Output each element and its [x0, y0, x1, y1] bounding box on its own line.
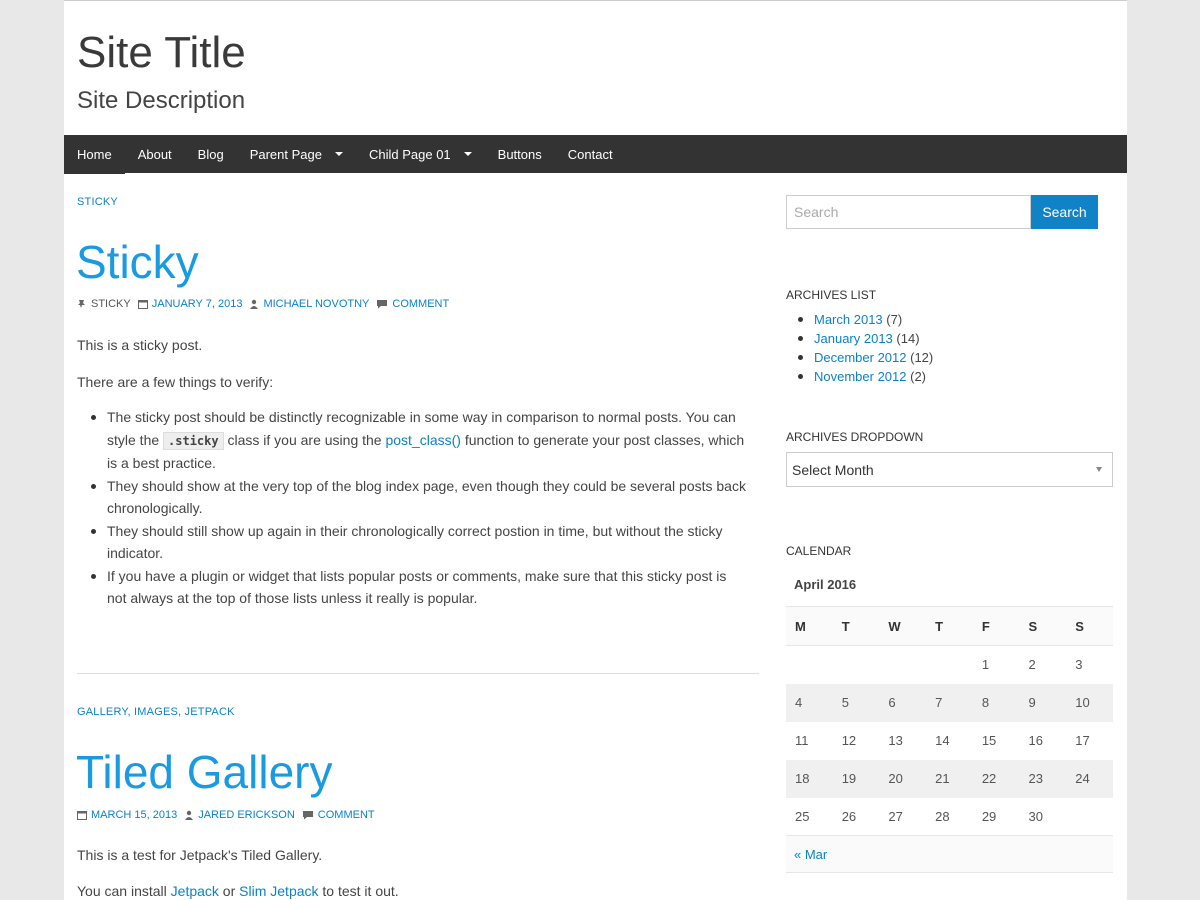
site-title[interactable]: Site Title: [77, 28, 246, 77]
nav-label: About: [137, 146, 172, 162]
post-title[interactable]: Tiled Gallery: [76, 746, 333, 798]
calendar-day: 13: [879, 722, 926, 760]
bullet-text: The sticky post should be distinctly recognizable in some way in comparison to normal posts. You can style the: [107, 409, 736, 448]
nav-item-home[interactable]: [64, 135, 125, 173]
list-item: If you have a plugin or widget that lists popular posts or comments, make sure that this sticky post is not always at the top of those lists unless it really is popular.: [77, 565, 749, 610]
caret-down-icon[interactable]: [335, 152, 343, 156]
author-link[interactable]: MICHAEL NOVOTNY: [263, 298, 370, 310]
nav-item-parent-page[interactable]: [237, 135, 356, 173]
calendar-table: [786, 606, 1113, 836]
post-class-link[interactable]: post_class(): [385, 431, 461, 448]
calendar-day: 15: [973, 722, 1020, 760]
calendar-day: 25: [786, 798, 833, 836]
calendar-day: 26: [833, 798, 880, 836]
calendar-day: 4: [786, 684, 833, 722]
widget-title: ARCHIVES DROPDOWN: [786, 430, 924, 444]
calendar-day: 6: [879, 684, 926, 722]
calendar-day: 14: [926, 722, 973, 760]
calendar-day: 17: [1066, 722, 1113, 760]
nav-item-about[interactable]: [125, 135, 185, 173]
archives-dropdown[interactable]: [786, 452, 1113, 487]
calendar-day: 10: [1066, 684, 1113, 722]
list-item: [77, 406, 749, 475]
post-bullet-list: [77, 406, 749, 610]
post-date[interactable]: [138, 298, 243, 310]
search-button[interactable]: Search: [1031, 195, 1098, 229]
calendar-day: 3: [1066, 646, 1113, 684]
calendar-day: 1: [973, 646, 1020, 684]
post-category-link[interactable]: STICKY: [77, 196, 118, 208]
post-comment[interactable]: [376, 298, 449, 310]
day-header: S: [1020, 607, 1067, 646]
main-navigation: [64, 135, 1127, 173]
calendar-day: 18: [786, 760, 833, 798]
list-item: [786, 367, 933, 386]
format-label: STICKY: [91, 298, 131, 310]
page: [64, 0, 1127, 900]
post-paragraph: There are a few things to verify:: [77, 374, 274, 390]
calendar-caption: April 2016: [794, 577, 857, 592]
calendar-day: 7: [926, 684, 973, 722]
search-input[interactable]: [786, 195, 1031, 229]
post-meta: [77, 298, 456, 310]
pin-icon: [77, 299, 87, 309]
day-header: S: [1066, 607, 1113, 646]
archives-list: [786, 310, 933, 386]
day-header: W: [879, 607, 926, 646]
calendar-week-row: [786, 646, 1113, 684]
text: or: [218, 883, 240, 899]
post-comment[interactable]: [302, 809, 375, 821]
day-header: M: [786, 607, 833, 646]
caret-down-icon[interactable]: [464, 152, 472, 156]
author-link[interactable]: JARED ERICKSON: [198, 809, 295, 821]
post-date[interactable]: [77, 809, 177, 821]
date-link[interactable]: MARCH 15, 2013: [91, 809, 178, 821]
list-item: [786, 329, 933, 348]
calendar-icon: [77, 810, 87, 820]
calendar-day: [786, 646, 833, 684]
nav-item-buttons[interactable]: [485, 135, 555, 173]
day-header: T: [833, 607, 880, 646]
archive-count: (12): [910, 350, 934, 365]
nav-label: Buttons: [497, 146, 542, 162]
user-icon: [184, 810, 194, 820]
comment-icon: [302, 810, 314, 820]
calendar-day: 16: [1020, 722, 1067, 760]
day-header: F: [973, 607, 1020, 646]
nav-label: Child Page 01: [368, 146, 451, 162]
calendar-day: [879, 646, 926, 684]
nav-label: Home: [77, 146, 112, 162]
calendar-day: 2: [1020, 646, 1067, 684]
nav-label: Parent Page: [249, 146, 322, 162]
select-value: Select Month: [792, 461, 874, 478]
archive-link[interactable]: January 2013: [814, 331, 893, 346]
calendar-week-row: [786, 722, 1113, 760]
nav-label: Contact: [567, 146, 613, 162]
calendar-week-row: [786, 798, 1113, 836]
post-author[interactable]: [184, 809, 295, 821]
calendar-day: 24: [1066, 760, 1113, 798]
post-paragraph: This is a sticky post.: [77, 337, 203, 353]
nav-item-child-page-01[interactable]: [356, 135, 485, 173]
calendar-header-row: [786, 607, 1113, 646]
comment-link[interactable]: COMMENT: [392, 298, 450, 310]
list-item: They should still show up again in their chronologically correct postion in time, but without the sticky indicator.: [77, 520, 749, 565]
calendar-day: 30: [1020, 798, 1067, 836]
date-link[interactable]: JANUARY 7, 2013: [151, 298, 243, 310]
calendar-day: 28: [926, 798, 973, 836]
day-header: T: [926, 607, 973, 646]
calendar-day: [833, 646, 880, 684]
inline-code: .sticky: [163, 432, 224, 450]
archive-count: (2): [910, 369, 927, 384]
calendar-day: [1066, 798, 1113, 836]
post-meta: [77, 809, 382, 821]
dropdown-arrow-icon: [1096, 467, 1102, 472]
post-format: [77, 298, 131, 310]
calendar-day: 23: [1020, 760, 1067, 798]
calendar-prev-link[interactable]: « Mar: [794, 846, 828, 862]
slim-jetpack-link[interactable]: Slim Jetpack: [239, 883, 319, 899]
bullet-text: class if you are using the: [223, 431, 386, 448]
calendar-day: 20: [879, 760, 926, 798]
user-icon: [249, 299, 259, 309]
calendar-day: 27: [879, 798, 926, 836]
nav-item-contact[interactable]: [555, 135, 626, 173]
post-paragraph: This is a test for Jetpack's Tiled Gallery.: [77, 847, 323, 863]
list-item: [786, 310, 933, 329]
text: You can install: [77, 883, 171, 899]
archive-count: (7): [886, 312, 903, 327]
post-separator: [77, 673, 759, 674]
post-paragraph: [77, 883, 399, 899]
widget-title: ARCHIVES LIST: [786, 288, 877, 302]
calendar-day: 19: [833, 760, 880, 798]
post-category-link[interactable]: GALLERY, IMAGES, JETPACK: [77, 706, 235, 718]
calendar-day: 12: [833, 722, 880, 760]
calendar-day: 9: [1020, 684, 1067, 722]
bullet-text: function to generate your post classes, which is a best practice.: [107, 431, 745, 471]
archive-link[interactable]: November 2012: [814, 369, 907, 384]
nav-item-blog[interactable]: [185, 135, 237, 173]
calendar-day: 11: [786, 722, 833, 760]
site-description: Site Description: [77, 87, 246, 114]
post-author[interactable]: [249, 298, 369, 310]
list-item: [786, 348, 933, 367]
comment-link[interactable]: COMMENT: [317, 809, 375, 821]
jetpack-link[interactable]: Jetpack: [170, 883, 219, 899]
nav-label: Blog: [197, 146, 224, 162]
list-item: They should show at the very top of the blog index page, even though they could be several posts back chronologically.: [77, 475, 749, 520]
calendar-day: 8: [973, 684, 1020, 722]
text: to test it out.: [318, 883, 399, 899]
calendar-day: 21: [926, 760, 973, 798]
archive-link[interactable]: March 2013: [814, 312, 883, 327]
comment-icon: [376, 299, 388, 309]
calendar-day: 29: [973, 798, 1020, 836]
calendar-day: 22: [973, 760, 1020, 798]
calendar-day: 5: [833, 684, 880, 722]
calendar-prev-nav: [786, 835, 1113, 873]
calendar-week-row: [786, 760, 1113, 798]
post-title[interactable]: Sticky: [76, 236, 199, 288]
calendar-day: [926, 646, 973, 684]
archive-link[interactable]: December 2012: [814, 350, 907, 365]
calendar-week-row: [786, 684, 1113, 722]
widget-title: CALENDAR: [786, 544, 852, 558]
archive-count: (14): [896, 331, 920, 346]
calendar-icon: [138, 299, 148, 309]
